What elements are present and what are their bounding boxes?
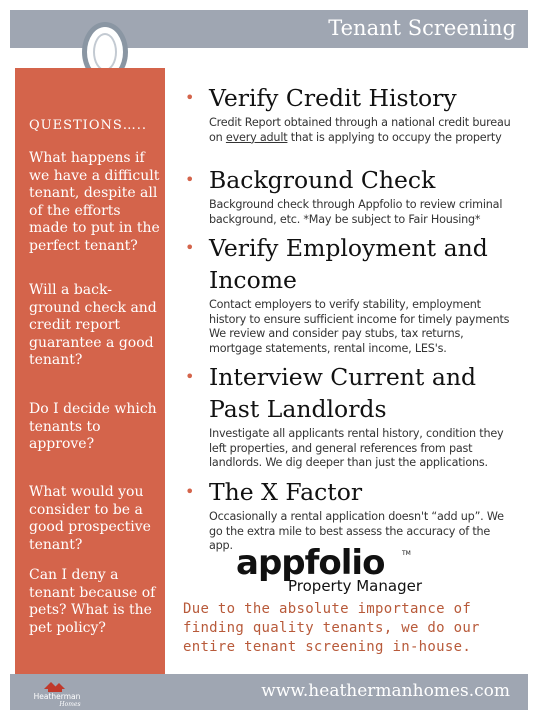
- questions-heading: QUESTIONS…..: [29, 118, 148, 133]
- appfolio-brand: appfolio: [236, 543, 385, 583]
- question-difficult-tenant: What happens if we have a difficult tenant, despite all of the efforts made to put in the perfect tenant?: [29, 150, 160, 254]
- bullet-icon: •: [185, 367, 195, 386]
- bullet-body: Investigate all applicants rental history, condition they left properties, and general references from past landlords. We dig deeper than just the applications.: [209, 427, 504, 469]
- bullet-body: Credit Report obtained through a national credit bureau on every adult that is applying to occupy the property: [209, 116, 511, 144]
- bullet-body: Occasionally a rental application doesn't “add up”. We go the extra mile to best assess the accuracy of the app.: [209, 510, 504, 552]
- question-good-tenant: What would you consider to be a good prospective tenant?: [29, 484, 151, 553]
- bullet-title: The X Factor: [209, 478, 363, 506]
- bullet-icon: •: [185, 170, 195, 189]
- logo-subtext: Homes: [59, 701, 81, 707]
- bullet-employment-income: [183, 232, 513, 356]
- question-pet-policy: Can I deny a tenant because of pets? What is the pet policy?: [29, 567, 156, 636]
- bullet-body: Contact employers to verify stability, employment history to ensure sufficient income for timely payments We review and consider pay stubs, tax returns, mortgage statements, rental income, LES's.: [209, 298, 510, 355]
- bullet-landlords: [183, 361, 513, 471]
- questions-sidebar: [15, 68, 165, 678]
- bullet-title: Interview Current and Past Landlords: [209, 363, 477, 423]
- bullet-icon: •: [185, 482, 195, 501]
- appfolio-tm: TM: [402, 550, 411, 557]
- bullet-title: Verify Employment and Income: [209, 234, 488, 294]
- bullet-background-check: [183, 164, 513, 227]
- appfolio-product: Property Manager: [288, 577, 422, 595]
- bullet-title: Verify Credit History: [209, 84, 457, 112]
- bullet-title: Background Check: [209, 166, 436, 194]
- appfolio-logo: [232, 542, 442, 598]
- bullet-icon: •: [185, 88, 195, 107]
- heatherman-logo: [22, 677, 92, 707]
- logo-text: Heatherman: [33, 692, 81, 701]
- question-approve-tenants: Do I decide which tenants to approve?: [29, 401, 157, 452]
- bullet-icon: •: [185, 238, 195, 257]
- page-title: Tenant Screening: [328, 16, 516, 40]
- question-background-check: Will a back-ground check and credit report guarantee a good tenant?: [29, 282, 157, 368]
- website-link[interactable]: www.heathermanhomes.com: [261, 681, 510, 701]
- closing-statement: Due to the absolute importance of finding quality tenants, we do our entire tenant screening in-house.: [183, 601, 480, 655]
- bullet-credit-history: [183, 82, 513, 145]
- footer-bar: [10, 674, 528, 710]
- bullet-body: Background check through Appfolio to review criminal background, etc. *May be subject to Fair Housing*: [209, 198, 503, 226]
